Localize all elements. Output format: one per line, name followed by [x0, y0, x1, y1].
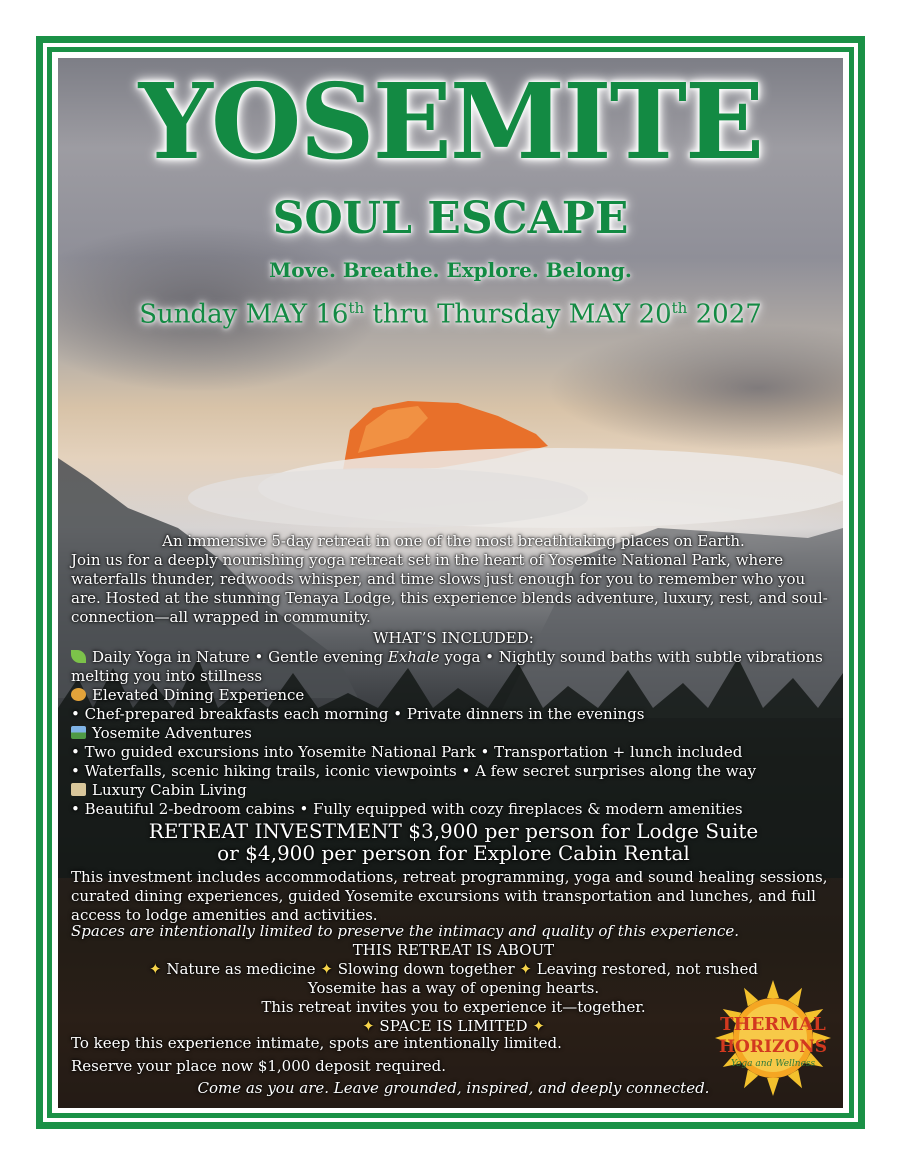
house-icon: [71, 783, 86, 796]
yoga-text-a: Daily Yoga in Nature • Gentle evening: [92, 648, 388, 666]
yoga-text-b: yoga • Nightly sound baths with subtle vibrations: [439, 648, 823, 666]
tagline: Move. Breathe. Explore. Belong.: [269, 258, 632, 282]
dates-end-suffix: th: [671, 299, 688, 317]
dates-start-suffix: th: [348, 299, 365, 317]
investment-desc-line: This investment includes accommodations, retreat programming, yoga and sound healing sessions,: [71, 868, 828, 886]
investment-description: [71, 868, 836, 925]
reserve-line-2: Reserve your place now $1,000 deposit required.: [71, 1057, 447, 1075]
adventure-title: Yosemite Adventures: [92, 724, 252, 742]
leaf-icon: [71, 650, 86, 663]
poster: [58, 58, 843, 1108]
sparkle-icon: ✦: [362, 1017, 375, 1035]
intro-section: [71, 532, 836, 627]
dining-items: • Chef-prepared breakfasts each morning • Private dinners in the evenings: [71, 705, 645, 723]
investment-section: [71, 820, 836, 864]
sparkle-icon: ✦: [519, 960, 532, 978]
dates-start: Sunday MAY 16: [139, 299, 349, 330]
yoga-text-exhale: Exhale: [387, 648, 440, 666]
cabin-title: Luxury Cabin Living: [92, 781, 247, 799]
retreat-dates: [58, 290, 843, 333]
logo-text-1: THERMAL: [720, 1014, 826, 1035]
included-heading: WHAT’S INCLUDED:: [373, 629, 534, 647]
dates-mid: thru Thursday MAY 20: [364, 299, 672, 330]
included-section: [71, 648, 836, 819]
cabin-items: • Beautiful 2-bedroom cabins • Fully equipped with cozy fireplaces & modern amenities: [71, 800, 743, 818]
intro-line: are. Hosted at the stunning Tenaya Lodge, this experience blends adventure, luxury, rest, and soul-: [71, 589, 828, 607]
food-icon: [71, 688, 86, 701]
about-item-2: Slowing down together: [337, 960, 515, 978]
limited-note: Spaces are intentionally limited to preserve the intimacy and quality of this experience.: [71, 922, 740, 940]
reserve-line-1: To keep this experience intimate, spots are intentionally limited.: [71, 1034, 562, 1052]
landscape-icon: [71, 726, 86, 739]
cabin-title-line: [71, 781, 836, 800]
sparkle-icon: ✦: [532, 1017, 545, 1035]
about-items: [71, 960, 836, 979]
yoga-line: [71, 648, 836, 667]
dining-title-line: [71, 686, 836, 705]
about-line-1: Yosemite has a way of opening hearts.: [307, 979, 600, 997]
adventure-items: • Two guided excursions into Yosemite National Park • Transportation + lunch included: [71, 743, 743, 761]
about-line-2: This retreat invites you to experience it—together.: [261, 998, 646, 1016]
sparkle-icon: ✦: [148, 960, 162, 978]
space-limited-text: SPACE IS LIMITED: [379, 1017, 528, 1035]
about-item-3: Leaving restored, not rushed: [536, 960, 759, 978]
about-heading: THIS RETREAT IS ABOUT: [352, 941, 555, 959]
logo-text-3: Yoga and Wellness: [730, 1059, 816, 1069]
investment-line-1: RETREAT INVESTMENT $3,900 per person for Lodge Suite: [148, 819, 759, 843]
sparkle-icon: ✦: [320, 960, 333, 978]
investment-desc-line: curated dining experiences, guided Yosemite excursions with transportation and lunches, and full: [71, 887, 816, 905]
intro-line: connection—all wrapped in community.: [71, 608, 371, 626]
dining-title: Elevated Dining Experience: [92, 686, 305, 704]
intro-lead: An immersive 5-day retreat in one of the most breathtaking places on Earth.: [162, 532, 745, 550]
closing-line: Come as you are. Leave grounded, inspired, and deeply connected.: [197, 1079, 710, 1097]
dates-year: 2027: [687, 299, 762, 330]
adventure-title-line: [71, 724, 836, 743]
poster-title: YOSEMITE: [138, 60, 763, 183]
cloud-bank-left: [188, 468, 588, 528]
intro-line: waterfalls thunder, redwoods whisper, and time slows just enough for you to remember who you: [71, 570, 806, 588]
intro-line: Join us for a deeply nourishing yoga retreat set in the heart of Yosemite National Park, where: [71, 551, 784, 569]
logo-text-2: HORIZONS: [719, 1037, 827, 1057]
thermal-horizons-logo: [708, 978, 838, 1104]
about-item-1: Nature as medicine: [166, 960, 316, 978]
investment-desc-line: access to lodge amenities and activities.: [71, 906, 378, 924]
investment-line-2: or $4,900 per person for Explore Cabin Rental: [217, 841, 690, 865]
poster-subtitle: SOUL ESCAPE: [272, 193, 629, 244]
adventure-items: • Waterfalls, scenic hiking trails, iconic viewpoints • A few secret surprises along the way: [71, 762, 757, 780]
yoga-line-cont: melting you into stillness: [71, 667, 263, 685]
